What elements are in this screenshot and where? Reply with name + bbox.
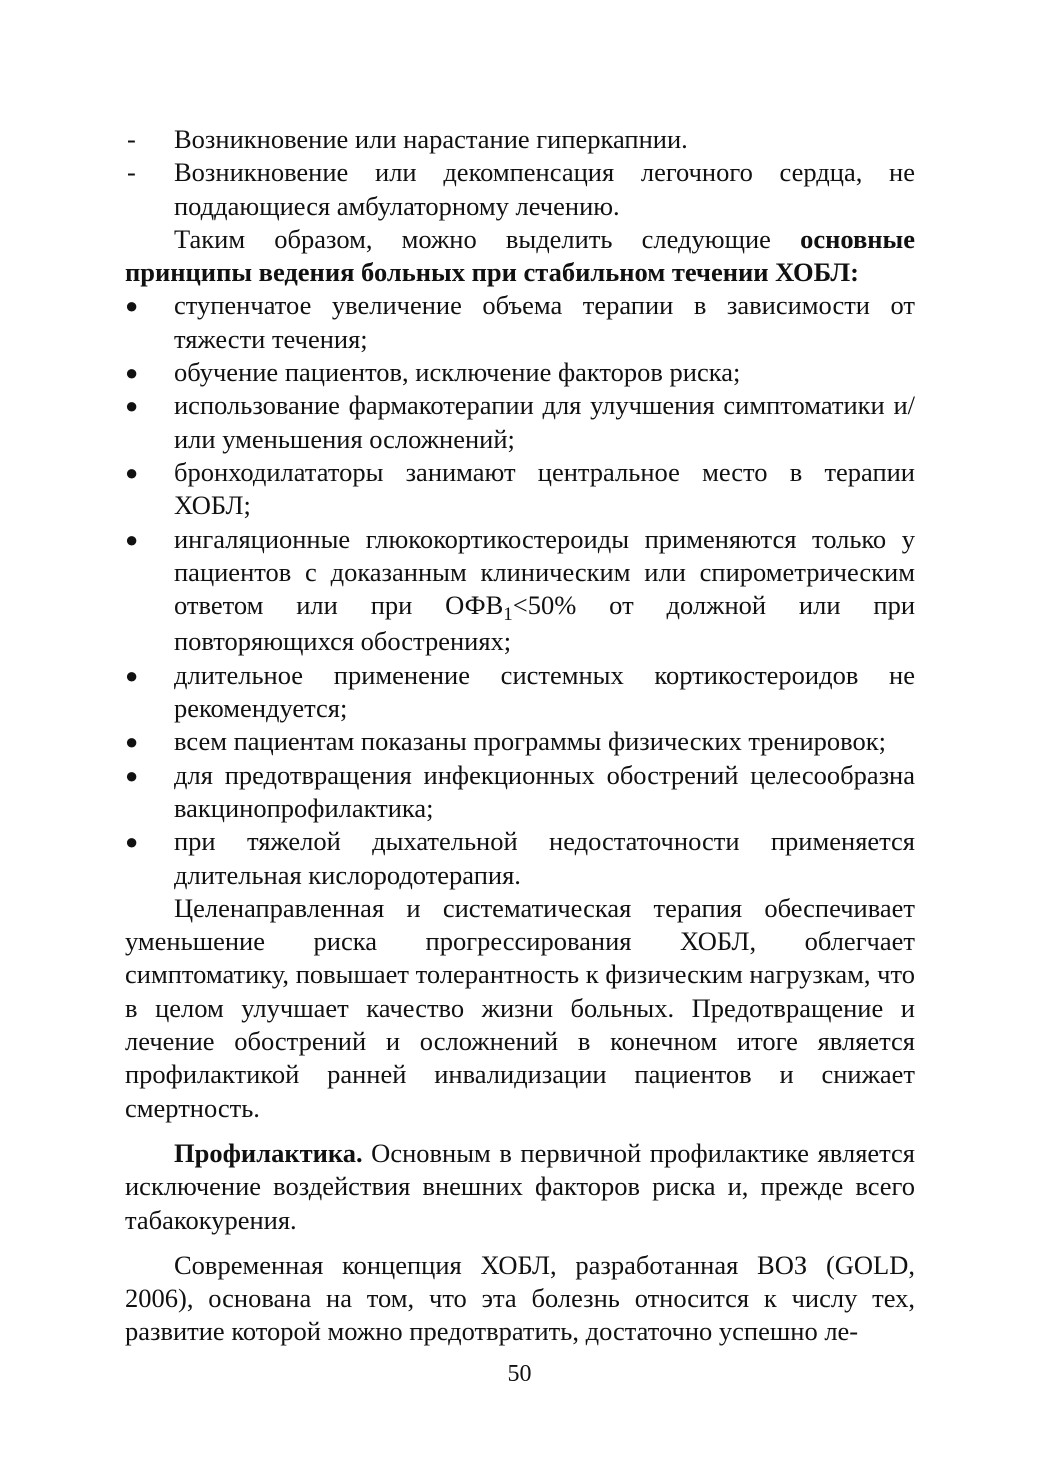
bullet-list-item	[125, 356, 915, 389]
dash-list-item	[125, 156, 915, 223]
intro-text: Таким образом, можно выделить следующие	[174, 223, 801, 254]
bullet-list-item	[125, 523, 915, 659]
bullet-text: для предотвращения инфекционных обострений целесообразна вакцинопрофилактика;	[174, 759, 915, 823]
concept-paragraph: Современная концепция ХОБЛ, разработанная ВОЗ (GOLD, 2006), основана на том, что эта болезнь относится к числу тех, развитие которой можно предотвратить, достаточно успешно ле-	[125, 1249, 915, 1347]
bullet-text: ступенчатое увеличение объема терапии в зависимости от тяжести течения;	[174, 290, 915, 354]
prevention-heading: Профилактика.	[174, 1137, 363, 1168]
bullet-icon: ●	[125, 360, 139, 386]
bullet-icon: ●	[125, 393, 139, 419]
bullet-list-item	[125, 659, 915, 726]
document-page	[125, 123, 915, 1349]
bullet-icon: ●	[125, 762, 139, 788]
bullet-list-item	[125, 456, 915, 523]
bullet-text: обучение пациентов, исключение факторов риска;	[174, 357, 741, 388]
bullet-icon: ●	[125, 459, 139, 485]
bullet-list-item	[125, 759, 915, 826]
bullet-icon: ●	[125, 829, 139, 855]
intro-bold-text: основные принципы ведения больных при стабильном течении ХОБЛ:	[125, 223, 915, 288]
prevention-text: Основным в первичной профилактике является исключение воздействия внешних факторов риска и, прежде всего табакокурения.	[125, 1137, 915, 1235]
bullet-icon: ●	[125, 526, 139, 552]
bullet-icon: ●	[125, 662, 139, 688]
bullet-text: бронходилататоры занимают центральное место в терапии ХОБЛ;	[174, 456, 915, 521]
bullet-text: длительное применение системных кортикостероидов не рекомендуется;	[174, 659, 915, 724]
dash-item-text: Возникновение или нарастание гиперкапнии.	[174, 124, 688, 154]
dash-item-text: Возникновение или декомпенсация легочного сердца, не поддающиеся амбулаторному лечению.	[174, 157, 915, 221]
bullet-text-part: <50% от должной или при повторяющихся обострениях;	[174, 590, 916, 657]
bullet-list-item	[125, 289, 915, 356]
bullet-text	[174, 524, 915, 657]
dash-marker: -	[127, 124, 136, 154]
subscript-text: 1	[503, 604, 513, 626]
therapy-paragraph: Целенаправленная и систематическая терапия обеспечивает уменьшение риска прогрессирования ХОБЛ, облегчает симптоматику, повышает толерантность к физическим нагрузкам, что в целом улучшает качество жизни больных. Предотвращение и лечение обострений и осложнений в конечном итоге является профилактикой ранней инвалидизации пациентов и снижает смертность.	[125, 892, 915, 1123]
prevention-paragraph	[125, 1137, 915, 1237]
bullet-list-item	[125, 725, 915, 758]
bullet-text: всем пациентам показаны программы физических тренировок;	[174, 726, 886, 757]
dash-marker: -	[127, 157, 136, 188]
page-number: 50	[507, 1361, 532, 1387]
bullet-icon: ●	[125, 293, 139, 319]
bullet-list-item	[125, 825, 915, 892]
dash-list-item	[125, 123, 915, 156]
bullet-text: использование фармакотерапии для улучшения симптоматики и/или уменьшения осложнений;	[174, 390, 915, 454]
bullet-icon: ●	[125, 729, 139, 755]
bullet-text-part: ингаляционные глюкокортикостероиды применяются только у пациентов с доказанным клиническим или спирометрическим ответом или при ОФВ	[174, 523, 915, 621]
bullet-text: при тяжелой дыхательной недостаточности применяется длительная кислородотерапия.	[174, 826, 915, 890]
bullet-list-item	[125, 389, 915, 456]
intro-paragraph	[125, 223, 915, 290]
